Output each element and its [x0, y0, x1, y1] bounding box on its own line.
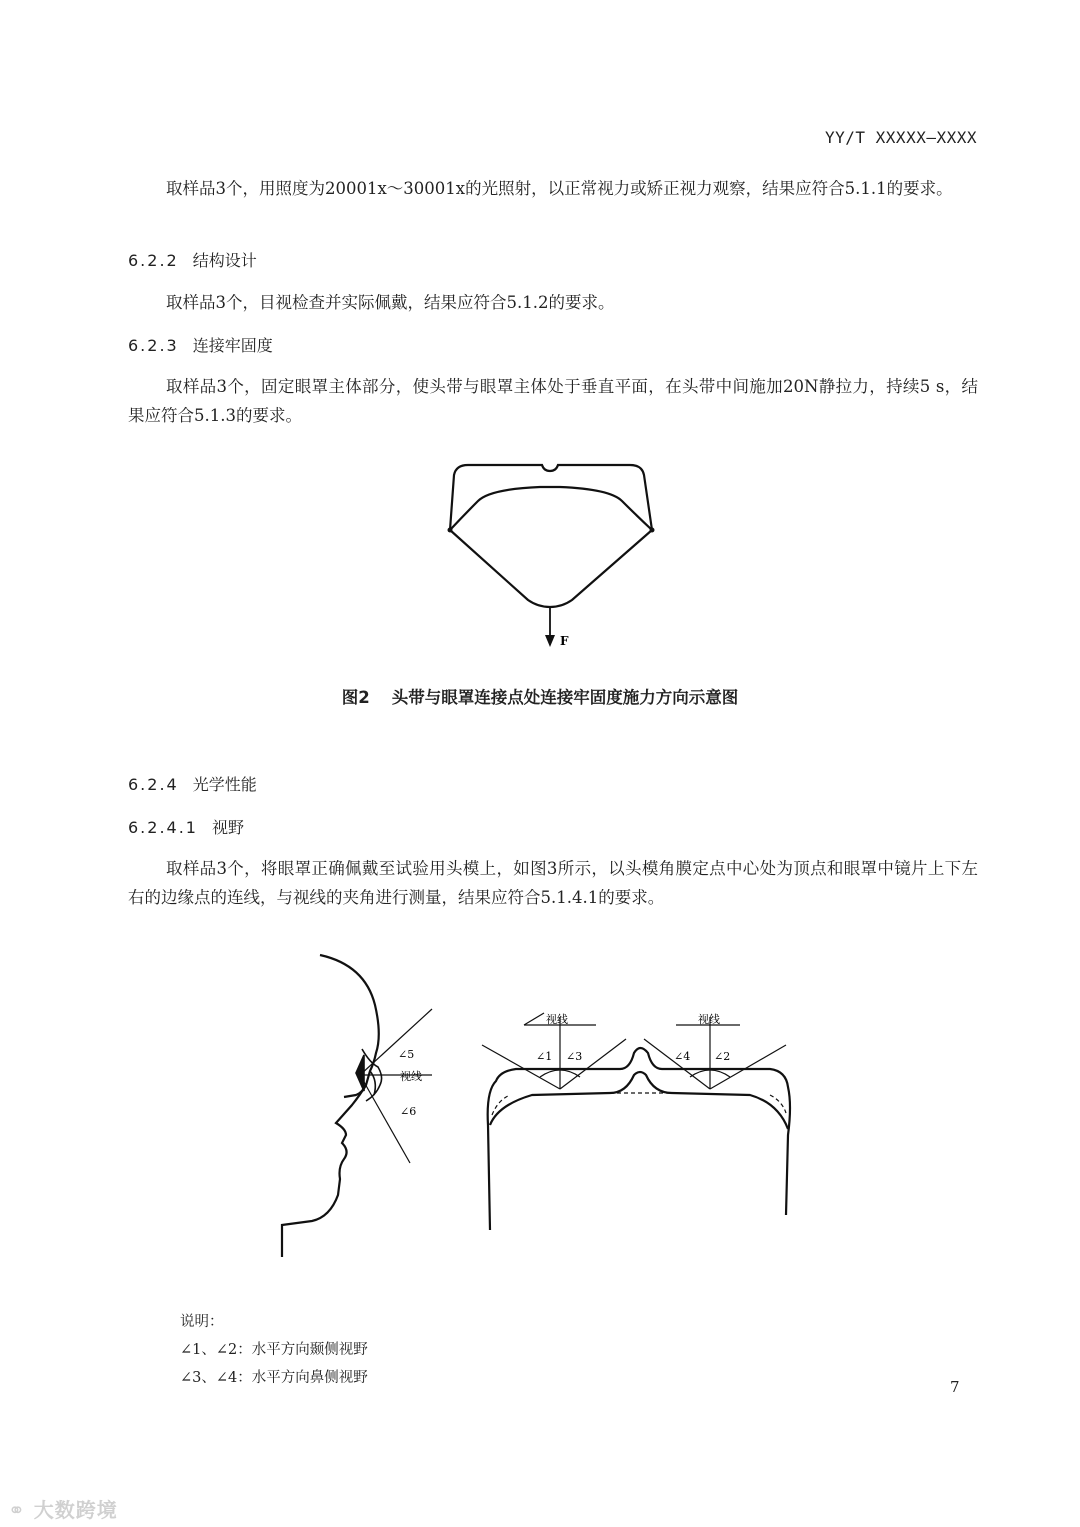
paragraph-6-2-1: 取样品3个，用照度为20001x～30001x的光照射，以正常视力或矫正视力观察，结果应符合5.1.1的要求。 [166, 179, 953, 198]
paragraph-6-2-3: 取样品3个，固定眼罩主体部分，使头带与眼罩主体处于垂直平面，在头带中间施加20N静拉力，持续5 s，结果应符合5.1.3的要求。 [128, 377, 978, 425]
sight-label-side: 视线 [400, 1070, 422, 1083]
paragraph-6-2-4-1: 取样品3个，将眼罩正确佩戴至试验用头模上，如图3所示，以头模角膜定点中心处为顶点和眼罩中镜片上下左右的边缘点的连线，与视线的夹角进行测量，结果应符合5.1.4.1的要求。 [128, 859, 978, 907]
page-number: 7 [950, 1378, 960, 1396]
sight-label-left: 视线 [546, 1013, 568, 1026]
angle-6-label: ∠6 [400, 1105, 417, 1118]
heading-number: 6.2.3 [128, 336, 179, 355]
heading-number: 6.2.2 [128, 251, 179, 270]
force-arrow-head [545, 635, 555, 647]
angle-4-label: ∠4 [674, 1050, 691, 1063]
watermark-logo-icon: ⚭ [8, 1498, 34, 1522]
watermark-text: 大数跨境 [33, 1498, 118, 1522]
angle-3-label: ∠3 [566, 1050, 583, 1063]
legend-line-2: ∠3、∠4：水平方向鼻侧视野 [180, 1370, 368, 1386]
goggle-outline [450, 465, 652, 607]
heading-6-2-3 [128, 333, 273, 356]
legend-line-1: ∠1、∠2：水平方向颞侧视野 [180, 1342, 368, 1358]
heading-number: 6.2.4.1 [128, 818, 198, 837]
heading-6-2-4-1 [128, 815, 244, 838]
goggle-inner-dashed [492, 1093, 786, 1115]
heading-title: 视野 [211, 818, 244, 837]
figure-2-diagram [430, 455, 670, 655]
figure-2-caption-number: 图2 [341, 688, 370, 707]
watermark [8, 1494, 118, 1523]
standard-number: YY/T XXXXX—XXXX [825, 128, 977, 147]
angle-5-label: ∠5 [398, 1048, 415, 1061]
figure-3-diagram [270, 945, 810, 1265]
paragraph-6-2-2: 取样品3个，目视检查并实际佩戴，结果应符合5.1.2的要求。 [166, 293, 615, 312]
attachment-point-right [650, 528, 655, 533]
profile-angle-lines [360, 1009, 432, 1163]
heading-title: 光学性能 [192, 775, 257, 794]
force-label: F [560, 634, 569, 648]
goggle-front [488, 1048, 790, 1230]
figure-2-caption [0, 684, 1080, 708]
angle-1-label: ∠1 [536, 1050, 553, 1063]
angle-2-label: ∠2 [714, 1050, 731, 1063]
head-profile [282, 955, 379, 1257]
attachment-point-left [448, 528, 453, 533]
heading-number: 6.2.4 [128, 775, 179, 794]
heading-6-2-2 [128, 248, 257, 271]
legend-title: 说明： [180, 1314, 224, 1330]
sight-label-right: 视线 [698, 1013, 720, 1026]
heading-title: 连接牢固度 [192, 336, 273, 355]
heading-6-2-4 [128, 772, 257, 795]
heading-title: 结构设计 [192, 251, 257, 270]
figure-2-caption-title: 头带与眼罩连接点处连接牢固度施力方向示意图 [391, 688, 739, 707]
